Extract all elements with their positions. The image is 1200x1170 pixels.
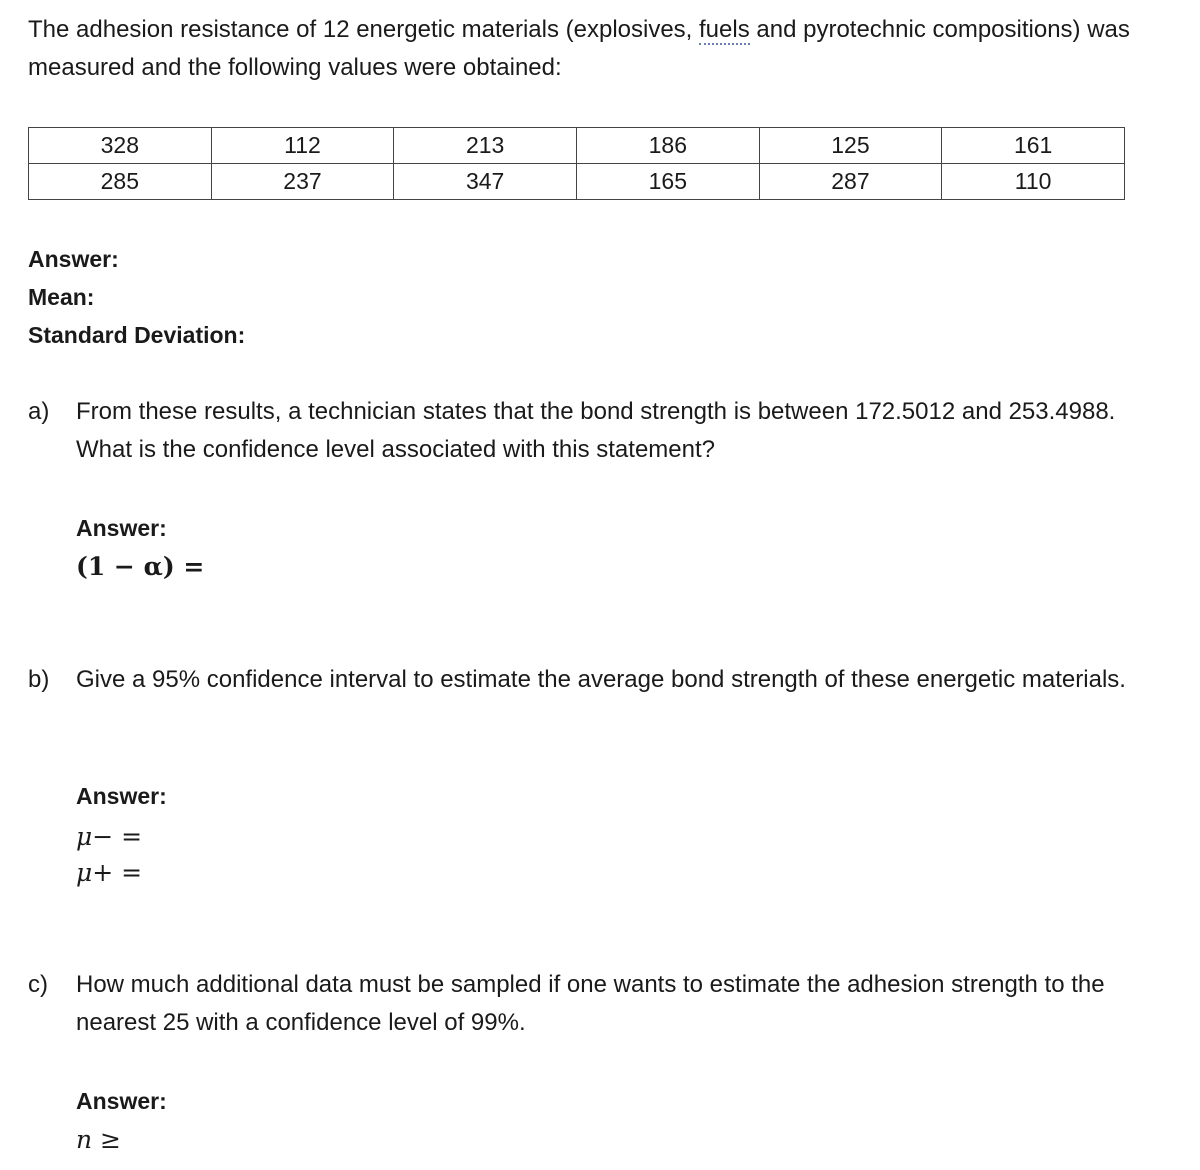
intro-word-fuels: fuels <box>699 16 750 43</box>
table-cell: 285 <box>29 164 212 200</box>
table-cell: 347 <box>394 164 577 200</box>
question-a-expression: (1 − α) = <box>76 552 205 581</box>
table-cell: 237 <box>211 164 394 200</box>
question-c-answer-label: Answer: <box>76 1088 167 1114</box>
question-a-label: a) <box>28 398 50 425</box>
question-b-label: b) <box>28 666 50 693</box>
table-cell: 112 <box>211 128 394 164</box>
table-cell: 125 <box>759 128 942 164</box>
mean-label: Mean: <box>28 284 95 310</box>
table-cell: 165 <box>576 164 759 200</box>
question-b-mu-plus: μ+ = <box>76 858 143 887</box>
intro-paragraph <box>28 11 1168 87</box>
question-a-answer-label: Answer: <box>76 515 167 541</box>
answer-label: Answer: <box>28 246 119 272</box>
intro-text-before: The adhesion resistance of 12 energetic materials (explosives, <box>28 16 700 43</box>
table-cell: 328 <box>29 128 212 164</box>
table-cell: 186 <box>576 128 759 164</box>
question-b-text: Give a 95% confidence interval to estimate the average bond strength of these energetic materials. <box>76 666 1126 693</box>
question-c-expression: n ≥ <box>76 1125 121 1154</box>
table-cell: 287 <box>759 164 942 200</box>
question-c-text: How much additional data must be sampled if one wants to estimate the adhesion strength to the nearest 25 with a confidence level of 99%. <box>76 971 1105 1036</box>
intro-text-after: and pyrotechnic compositions) was measured and the following values were obtained: <box>28 16 1130 81</box>
question-b-mu-minus: μ− = <box>76 822 143 851</box>
table-row <box>29 128 1125 164</box>
table-cell: 110 <box>942 164 1125 200</box>
question-a-text: From these results, a technician states that the bond strength is between 172.5012 and 253.4988. What is the confidence level associated with this statement? <box>76 398 1116 463</box>
table-cell: 213 <box>394 128 577 164</box>
data-table <box>28 127 1125 200</box>
question-c-label: c) <box>28 971 48 998</box>
table-cell: 161 <box>942 128 1125 164</box>
std-label: Standard Deviation: <box>28 322 246 348</box>
table-row <box>29 164 1125 200</box>
question-b-answer-label: Answer: <box>76 783 167 809</box>
